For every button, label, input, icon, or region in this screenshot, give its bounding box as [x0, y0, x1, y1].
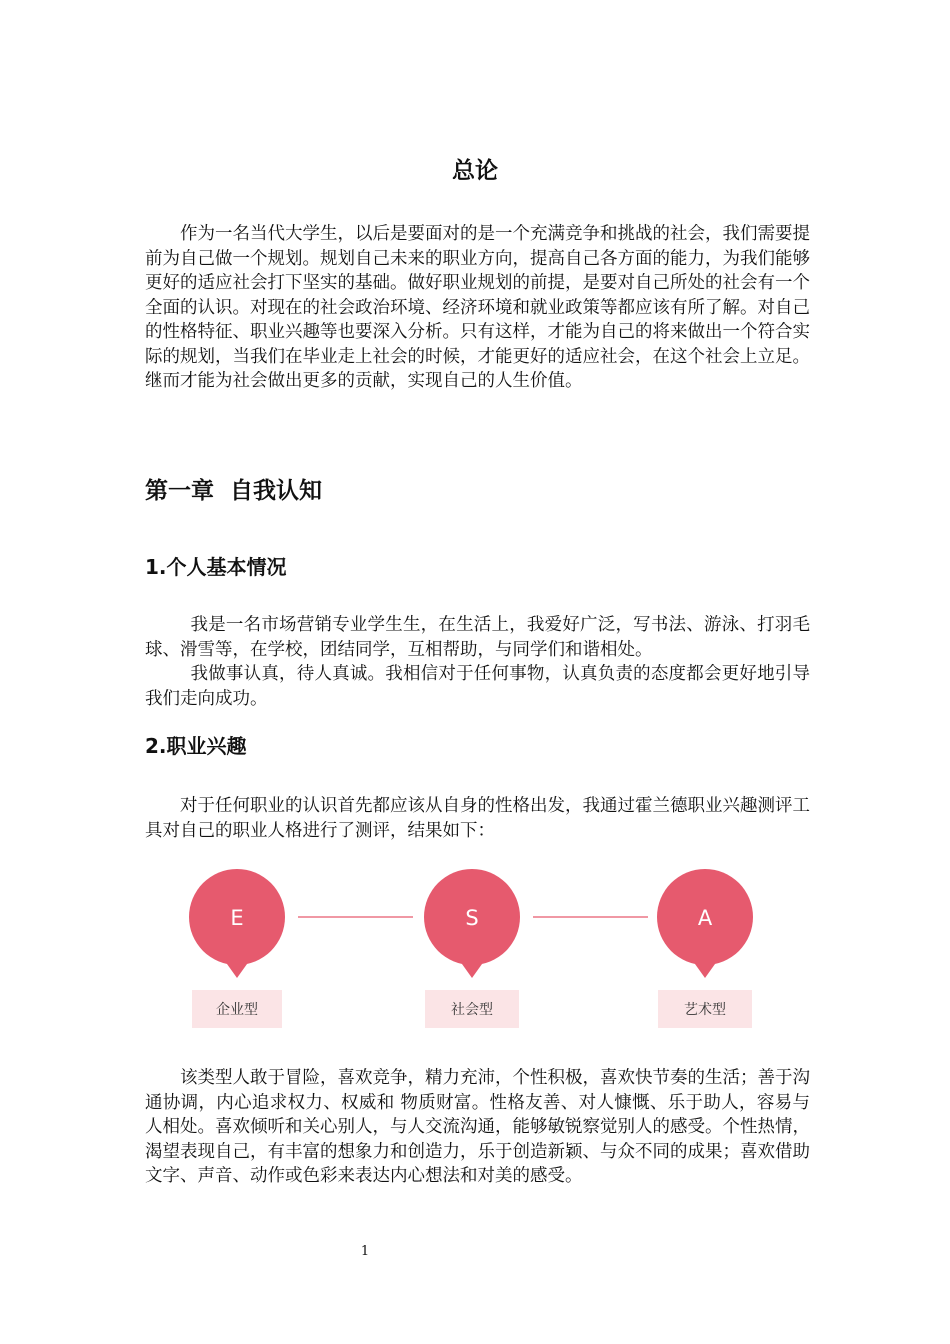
type-letter: A	[697, 906, 713, 930]
pointer-triangle	[227, 964, 247, 978]
intro-paragraph: 作为一名当代大学生，以后是要面对的是一个充满竞争和挑战的社会，我们需要提前为自己做一个规划。规划自己未来的职业方向，提高自己各方面的能力，为我们能够更好的适应社会打下坚实的基础。做好职业规划的前提，是要对自己所处的社会有一个全面的认识。对现在的社会政治环境、经济环境和就业政策等都应该有所了解。对自己的性格特征、职业兴趣等也要深入分析。只有这样，才能为自己的将来做出一个符合实际的规划，当我们在毕业走上社会的时候，才能更好的适应社会，在这个社会上立足。继而才能为社会做出更多的贡献，实现自己的人生价值。	[145, 224, 810, 391]
type-label: 企业型	[216, 1002, 258, 1018]
type-node-e	[189, 869, 285, 1028]
type-label: 社会型	[451, 1002, 493, 1018]
basic-info-paragraph-1: 我是一名市场营销专业学生生，在生活上，我爱好广泛，写书法、游泳、打羽毛球、滑雪等，在学校，团结同学，互相帮助，与同学们和谐相处。	[145, 615, 810, 660]
type-letter: S	[465, 906, 479, 930]
type-node-a	[657, 869, 753, 1028]
holland-type-diagram	[185, 862, 765, 1037]
basic-info-paragraph-2: 我做事认真，待人真诚。我相信对于任何事物，认真负责的态度都会更好地引导我们走向成功。	[145, 664, 810, 709]
career-interest-paragraph-1: 对于任何职业的认识首先都应该从自身的性格出发，我通过霍兰德职业兴趣测评工具对自己的职业人格进行了测评，结果如下：	[145, 796, 810, 841]
section-heading-basic-info: 1.个人基本情况	[145, 555, 287, 579]
career-interest-paragraph-2: 该类型人敢于冒险，喜欢竞争，精力充沛，个性积极，喜欢快节奏的生活；善于沟通协调，内心追求权力、权威和 物质财富。性格友善、对人慷慨、乐于助人，容易与人相处。喜欢倾听和关心别人，与人交流沟通，能够敏锐察觉别人的感受。个性热情，渴望表现自己，有丰富的想象力和创造力，乐于创造新颖、与众不同的成果；喜欢借助文字、声音、动作或色彩来表达内心想法和对美的感受。	[145, 1068, 810, 1186]
chapter-heading: 第一章 自我认知	[145, 478, 323, 504]
section-heading-career-interest: 2.职业兴趣	[145, 734, 247, 758]
type-label: 艺术型	[684, 1002, 726, 1018]
type-node-s	[424, 869, 520, 1028]
type-letter: E	[230, 906, 244, 930]
pointer-triangle	[462, 964, 482, 978]
page-title: 总论	[452, 158, 498, 184]
pointer-triangle	[695, 964, 715, 978]
page-number: 1	[360, 1244, 370, 1259]
